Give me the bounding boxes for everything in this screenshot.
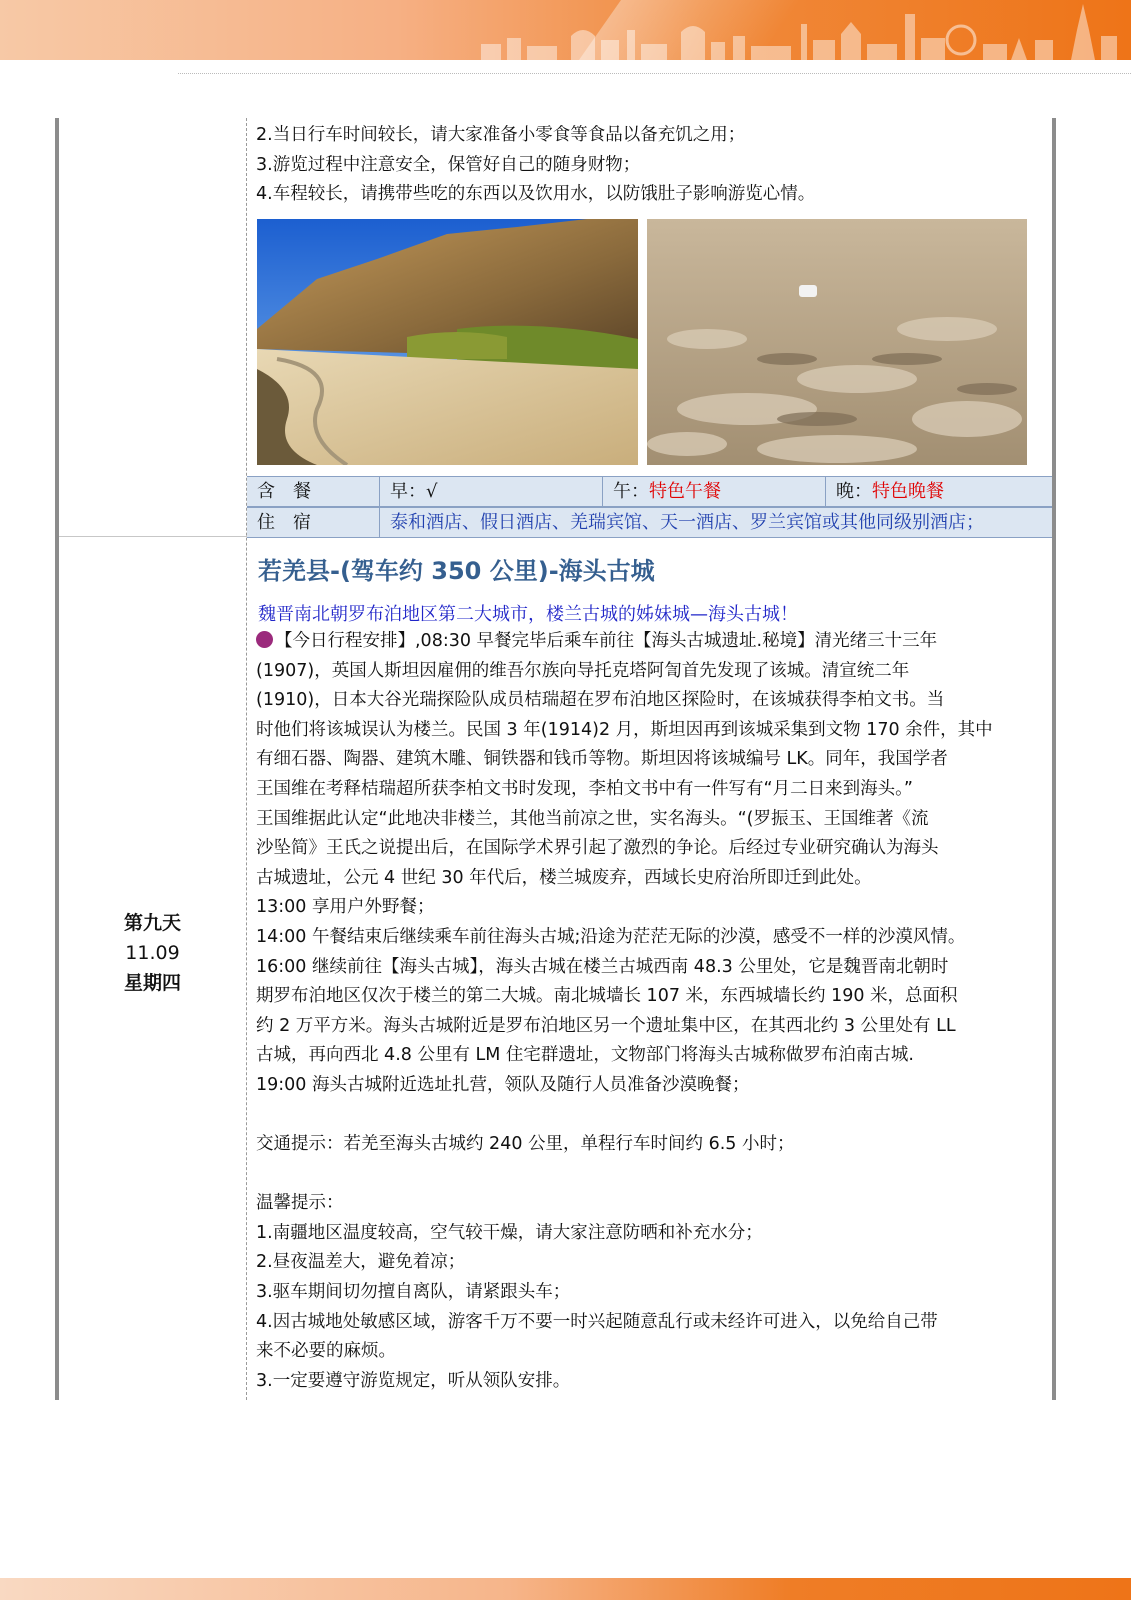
- itinerary-line: 16:00 继续前往【海头古城】，海头古城在楼兰古城西南 48.3 公里处，它是魏晋南北朝时: [256, 956, 949, 977]
- itinerary-line: 14:00 午餐结束后继续乘车前往海头古城;沿途为茫茫无际的沙漠，感受不一样的沙漠风情。: [256, 926, 966, 947]
- itinerary-line: 古城，再向西北 4.8 公里有 LM 住宅群遗址，文物部门将海头古城称做罗布泊南古城.: [256, 1045, 914, 1066]
- itinerary-line: 王国维在考释桔瑞超所获李柏文书时发现，李柏文书中有一件写有“月二日来到海头。”: [256, 778, 913, 799]
- city-skyline-icon: [471, 0, 1131, 60]
- lunch-cell: [602, 477, 825, 506]
- photo-yardang-desert: [647, 219, 1027, 465]
- day-itinerary: [256, 627, 993, 1396]
- itinerary-line: 沙坠简》王氏之说提出后，在国际学术界引起了激烈的争论。后经过专业研究确认为海头: [256, 838, 939, 859]
- day-weekday: 星期四: [123, 972, 181, 994]
- itinerary-line: (1910)，日本大谷光瑞探险队成员桔瑞超在罗布泊地区探险时，在该城获得李柏文书。当: [256, 690, 945, 711]
- lodging-row: [247, 507, 1052, 538]
- traffic-tip: 交通提示：若羌至海头古城约 240 公里，单程行车时间约 6.5 小时；: [256, 1134, 795, 1155]
- meals-row: [247, 476, 1052, 507]
- breakfast-label: 早：: [390, 481, 426, 502]
- table-border-right: [1052, 118, 1056, 1400]
- header-divider: [178, 73, 1131, 74]
- itinerary-line: 约 2 万平方米。海头古城附近是罗布泊地区另一个遗址集中区，在其西北约 3 公里处有 LL: [256, 1015, 956, 1036]
- dinner-label: 晚：: [836, 481, 872, 502]
- breakfast-value: √: [426, 481, 438, 502]
- lunch-label: 午：: [613, 481, 649, 502]
- spacer: [256, 1160, 993, 1190]
- itinerary-line: 期罗布泊地区仅次于楼兰的第二大城。南北城墙长 107 米，东西城墙长约 190 米，总面积: [256, 986, 958, 1007]
- warm-tip-line: 4.因古城地处敏感区域，游客千万不要一时兴起随意乱行或未经许可进入，以免给自己带: [256, 1311, 938, 1332]
- tip-line: 3.游览过程中注意安全，保管好自己的随身财物；: [256, 154, 641, 175]
- header-banner: [0, 0, 1131, 60]
- meals-label: 含 餐: [257, 481, 311, 502]
- day-date: 11.09: [125, 942, 180, 964]
- table-column-divider: [246, 118, 247, 1400]
- day-subtitle: 魏晋南北朝罗布泊地区第二大城市，楼兰古城的姊妹城—海头古城！: [258, 604, 798, 625]
- tip-line: 4.车程较长，请携带些吃的东西以及饮用水，以防饿肚子影响游览心情。: [256, 184, 816, 205]
- itinerary-line: 王国维据此认定“此地决非楼兰，其他当前凉之世，实名海头。“(罗振玉、王国维著《流: [256, 808, 929, 829]
- spacer: [256, 1101, 993, 1131]
- itinerary-line: (1907)，英国人斯坦因雇佣的维吾尔族向导托克塔阿訇首先发现了该城。清宣统二年: [256, 660, 910, 681]
- itinerary-line: 19:00 海头古城附近选址扎营，领队及随行人员准备沙漠晚餐；: [256, 1074, 750, 1095]
- day-title: 若羌县-(驾车约 350 公里)-海头古城: [258, 557, 655, 585]
- itinerary-line: 古城遗址，公元 4 世纪 30 年代后，楼兰城废弃，西域长史府治所即迁到此处。: [256, 867, 872, 888]
- warm-tip-title: 温馨提示：: [256, 1193, 344, 1214]
- warm-tip-line: 2.昼夜温差大，避免着凉；: [256, 1252, 466, 1273]
- bullet-dot-icon: [256, 631, 273, 648]
- tip-line: 2.当日行车时间较长，请大家准备小零食等食品以备充饥之用；: [256, 125, 746, 145]
- itinerary-text: 【今日行程安排】,08:30 早餐完毕后乘车前往【海头古城遗址.秘境】清光绪三十三年: [275, 631, 938, 651]
- lodging-value: 泰和酒店、假日酒店、羌瑞宾馆、天一酒店、罗兰宾馆或其他同级别酒店；: [379, 508, 1052, 537]
- day-name: 第九天: [123, 912, 181, 934]
- breakfast-cell: [379, 477, 602, 506]
- itinerary-line: 有细石器、陶器、建筑木雕、铜铁器和钱币等物。斯坦因将该城编号 LK。同年，我国学者: [256, 749, 948, 770]
- footer-band: [0, 1578, 1131, 1600]
- table-border-left: [55, 118, 59, 1400]
- dinner-value: 特色晚餐: [872, 481, 944, 502]
- prev-day-tips: [256, 121, 815, 210]
- itinerary-line: [256, 627, 993, 657]
- itinerary-line: 13:00 享用户外野餐；: [256, 897, 435, 918]
- warm-tip-line: 3.一定要遵守游览规定，听从领队安排。: [256, 1370, 571, 1391]
- warm-tip-line: 1.南疆地区温度较高，空气较干燥，请大家注意防晒和补充水分；: [256, 1222, 763, 1243]
- warm-tip-line: 3.驱车期间切勿擅自离队，请紧跟头车；: [256, 1282, 571, 1303]
- lodging-label: 住 宿: [257, 512, 311, 533]
- photo-mountain-valley: [257, 219, 638, 465]
- itinerary-line: 时他们将该城误认为楼兰。民国 3 年(1914)2 月，斯坦因再到该城采集到文物 170 余件，其中: [256, 719, 993, 740]
- day-label: [59, 908, 246, 998]
- dinner-cell: [825, 477, 1052, 506]
- lunch-value: 特色午餐: [649, 481, 721, 502]
- warm-tip-line: 来不必要的麻烦。: [256, 1341, 396, 1362]
